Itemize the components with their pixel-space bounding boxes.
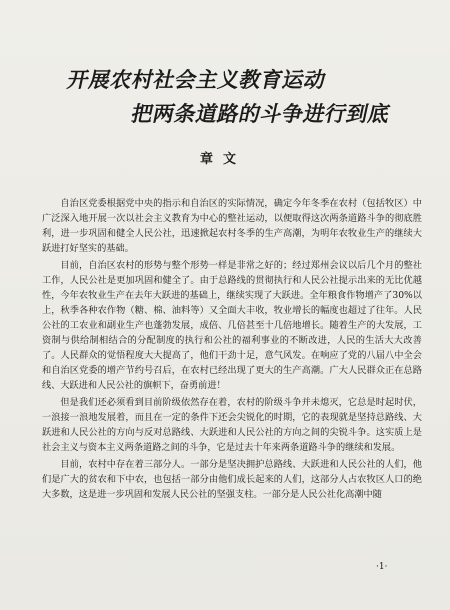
paragraph-3: 但是我们还必须看到目前阶级依然存在着，农村的阶级斗争并未熄灭，它总是时起时伏，一浪接一浪地发展着，而且在一定的条件下还会尖锐化的时期，它的表现就是坚持总路线、大跃进和人民公社的方向与反对总路线、大跃进和人民公社的方向之间的尖锐斗争。这实质上是社会主义与资本主义两条道路之间的斗争，它是过去十年来两条道路斗争的继续和发展。: [42, 397, 422, 453]
author-name: 章文: [200, 152, 247, 167]
paragraph-2: 目前，自治区农村的形势与整个形势一样是非常之好的；经过郑州会议以后几个月的整社工作，人民公社是更加巩固和健全了。由于总路线的贯彻执行和人民公社提示出来的无比优越性，今年农牧业生产在去年大跃进的基础上，继续实现了大跃进。全年粮食作物增产了30%以上，秋季各种农作物（糖、棉、油料等）又全面大丰收，牧业增长的幅度也超过了往年。人民公社的工农业和副业生产也蓬勃发展，成倍、几倍甚至十几倍地增长。随着生产的大发展，工资制与供给制相结合的分配制度的执行和公社的福利事业的不断改进，人民的生活大大改善了。人民群众的觉悟程度大大提高了，他们干劲十足，意气风发。在响应了党的八届八中全会和自治区党委的增产节约号召后，在农村已经出现了更大的生产高潮。广大人民群众正在总路线、大跃进和人民公社的旗帜下，奋勇前进！: [42, 260, 422, 391]
title-line-1: 开展农村社会主义教育运动: [65, 67, 329, 92]
paragraph-1: 自治区党委根据党中央的指示和自治区的实际情况，确定今年冬季在农村（包括牧区）中广泛深入地开展一次以社会主义教育为中心的整社运动，以便取得这次两条道路斗争的彻底胜利，进一步巩固和健全人民公社，迅速掀起农村冬季的生产高潮，为明年农牧业生产的继续大跃进打好坚实的基础。: [42, 198, 422, 254]
page-number: ·1·: [376, 562, 388, 572]
paragraph-4: 目前，农村中存在着三部分人。一部分是坚决拥护总路线、大跃进和人民公社的人们，他们是广大的贫农和下中农，也包括一部分由他们成长起来的人们，这部分人占农牧区人口的绝大多数，这是进一步巩固和发展人民公社的坚强支柱。一部分是人民公社化高潮中随: [42, 459, 422, 500]
article-body: [42, 196, 422, 504]
title-line-2: 把两条道路的斗争进行到底: [129, 101, 393, 126]
